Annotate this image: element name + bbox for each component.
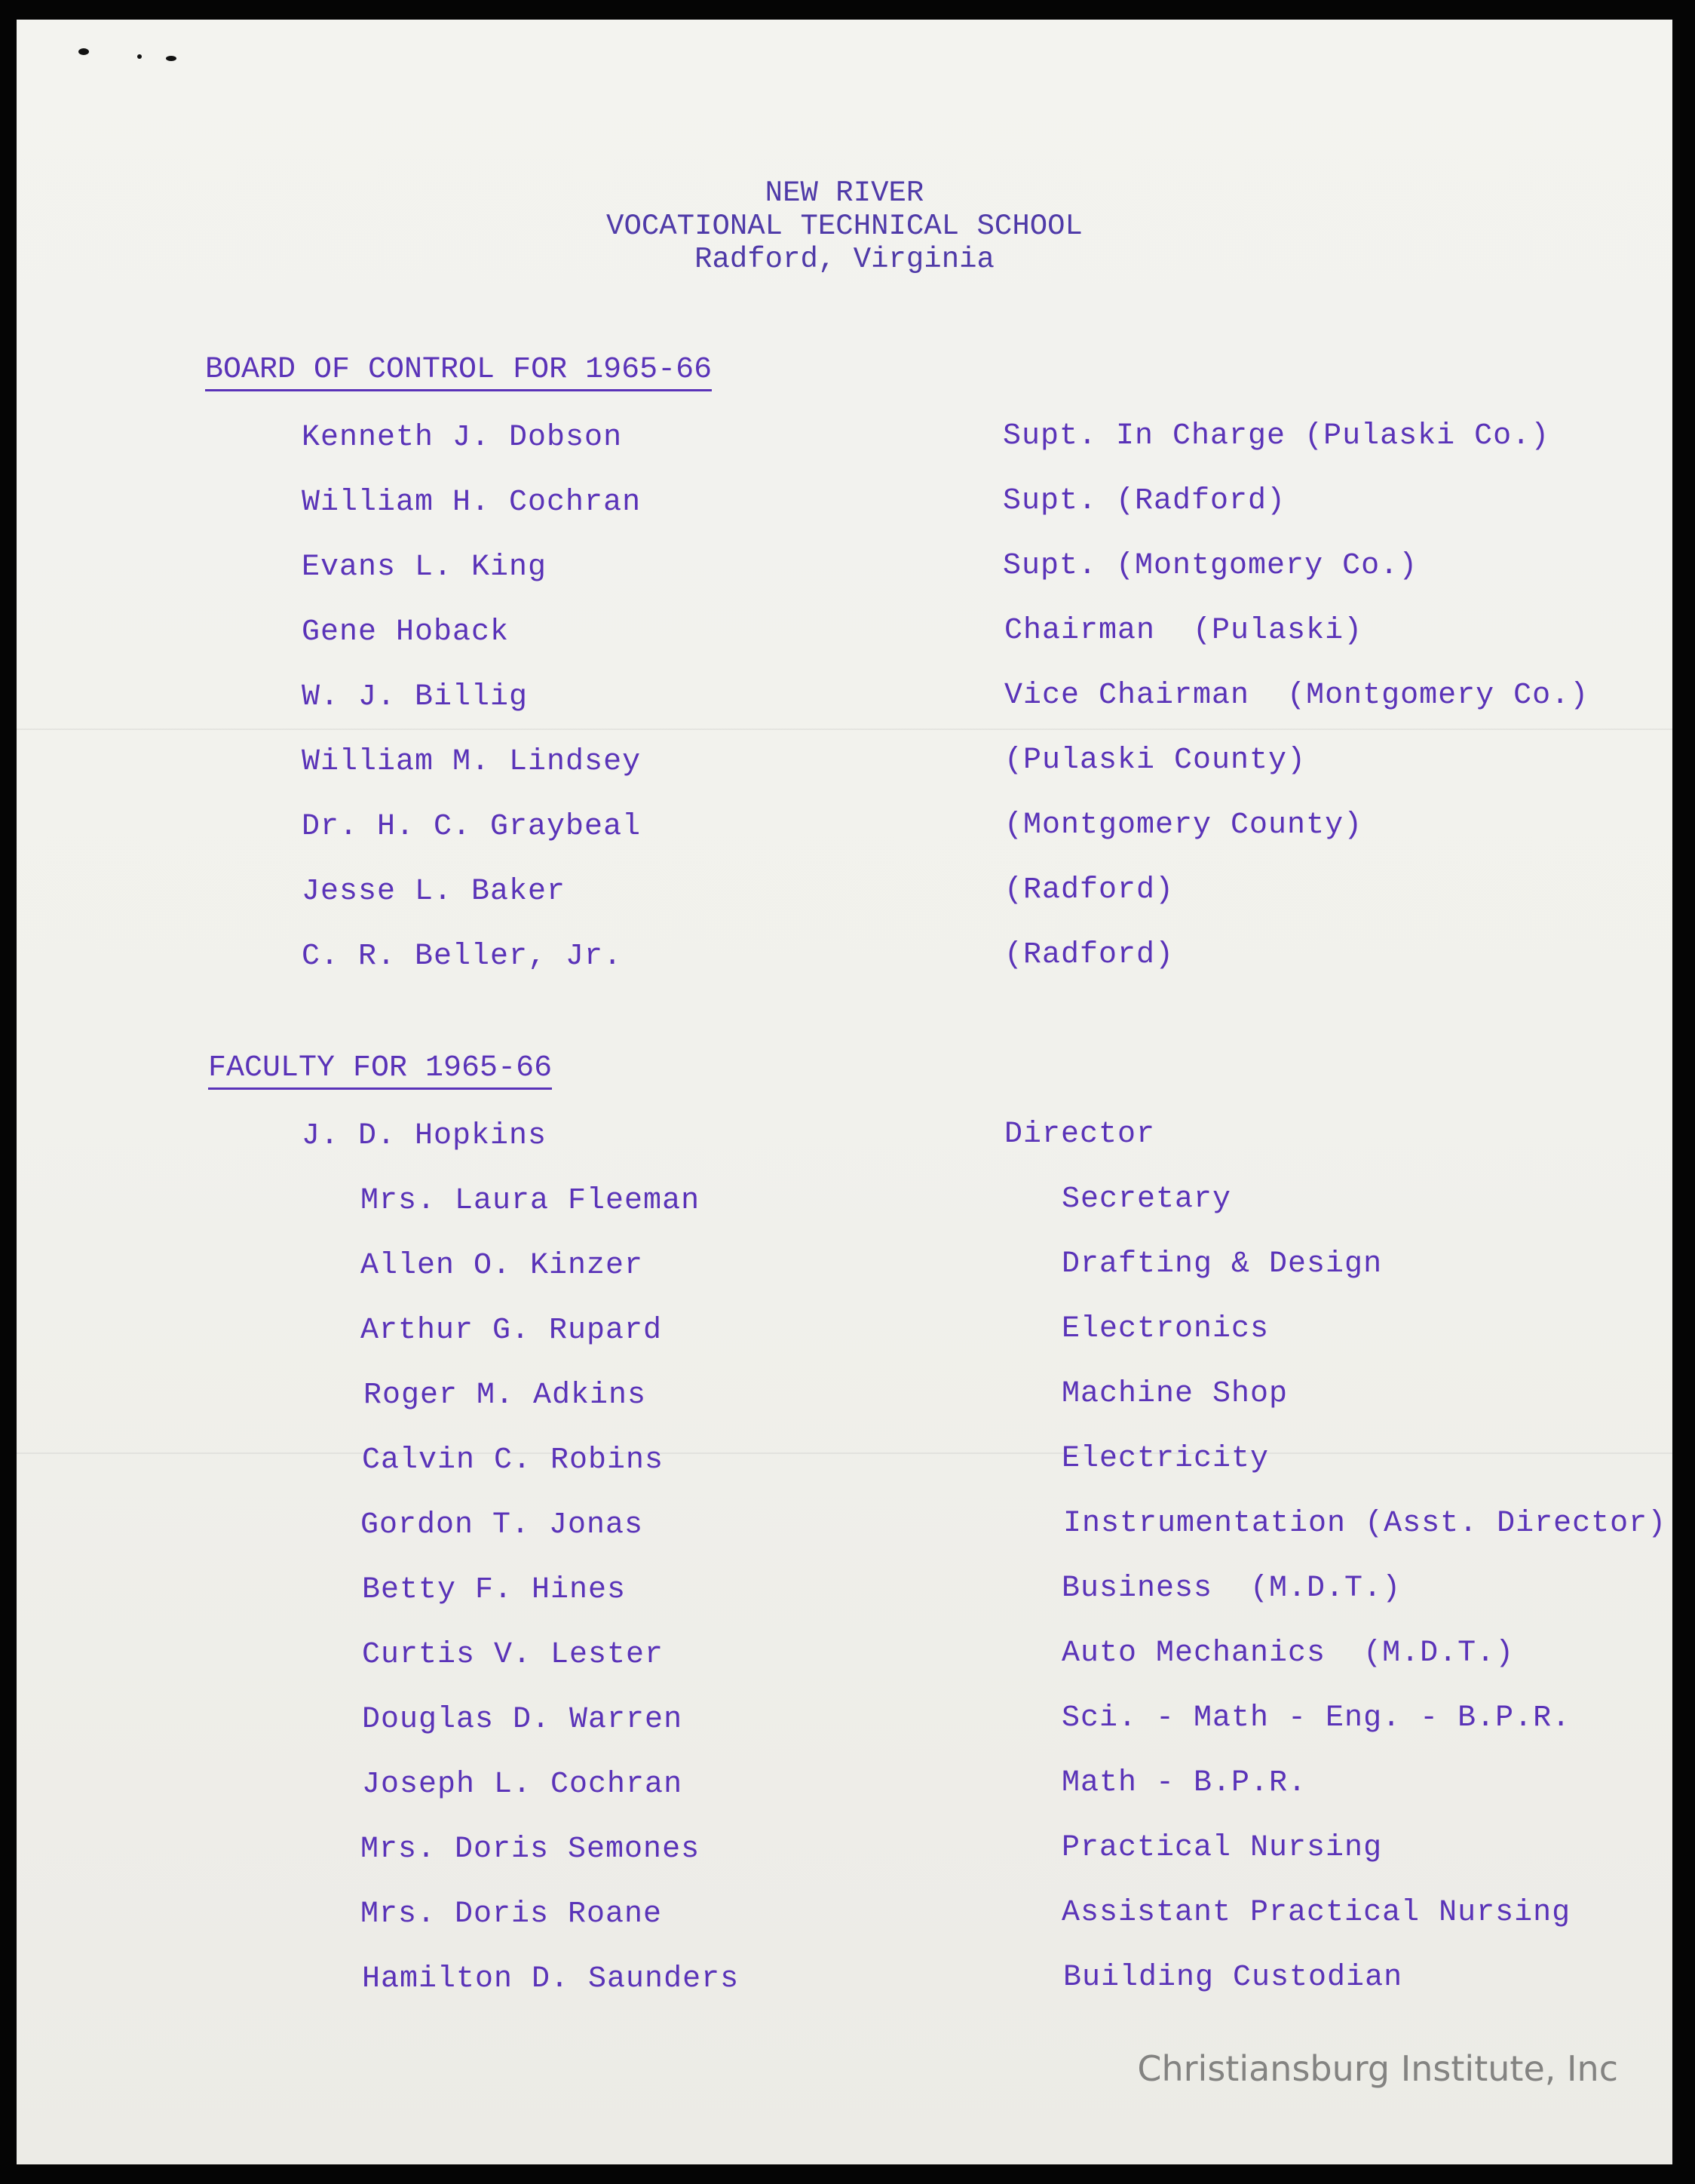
- board-member-name: W. J. Billig: [302, 680, 529, 714]
- board-member-name: Evans L. King: [302, 551, 547, 584]
- faculty-member-name: Calvin C. Robins: [362, 1443, 664, 1477]
- faculty-member-role: Assistant Practical Nursing: [1062, 1896, 1571, 1930]
- faculty-member-name: Mrs. Doris Semones: [360, 1833, 700, 1867]
- faculty-member-role: Machine Shop: [1062, 1377, 1289, 1411]
- board-member-role: Chairman (Pulaski): [1004, 614, 1363, 648]
- board-member-name: William H. Cochran: [302, 486, 642, 520]
- board-member-name: Jesse L. Baker: [302, 875, 566, 909]
- board-member-role: (Radford): [1004, 873, 1175, 907]
- faculty-member-name: Douglas D. Warren: [362, 1703, 683, 1737]
- faculty-member-name: Gordon T. Jonas: [360, 1508, 644, 1542]
- ink-speck: [78, 48, 89, 55]
- faculty-member-role: Electronics: [1062, 1312, 1270, 1346]
- faculty-member-name: Hamilton D. Saunders: [362, 1962, 740, 1996]
- board-member-name: C. R. Beller, Jr.: [302, 940, 623, 974]
- paper-fold-line: [17, 1452, 1672, 1454]
- faculty-member-name: Arthur G. Rupard: [360, 1314, 663, 1348]
- school-location: Radford, Virginia: [694, 243, 995, 276]
- faculty-member-role: Math - B.P.R.: [1062, 1766, 1307, 1800]
- faculty-member-role: Electricity: [1062, 1442, 1270, 1476]
- paper-fold-line: [17, 729, 1672, 730]
- faculty-member-role: Building Custodian: [1063, 1961, 1403, 1995]
- faculty-member-role: Instrumentation (Asst. Director): [1063, 1507, 1667, 1541]
- faculty-heading: FACULTY FOR 1965-66: [208, 1051, 552, 1090]
- document-page: [17, 20, 1672, 2164]
- board-heading: BOARD OF CONTROL FOR 1965-66: [205, 353, 712, 391]
- faculty-member-role: Director: [1004, 1118, 1156, 1152]
- board-member-role: Supt. (Radford): [1003, 484, 1286, 518]
- board-member-name: Kenneth J. Dobson: [302, 421, 623, 455]
- board-member-role: (Montgomery County): [1004, 808, 1363, 842]
- school-type: VOCATIONAL TECHNICAL SCHOOL: [606, 210, 1083, 243]
- board-member-name: Dr. H. C. Graybeal: [302, 810, 642, 844]
- board-member-role: (Pulaski County): [1004, 744, 1307, 778]
- watermark: Christiansburg Institute, Inc: [1137, 2048, 1618, 2089]
- faculty-member-name: Mrs. Doris Roane: [360, 1897, 663, 1931]
- faculty-member-name: Betty F. Hines: [362, 1573, 627, 1607]
- board-member-role: Supt. In Charge (Pulaski Co.): [1003, 419, 1550, 453]
- faculty-member-name: J. D. Hopkins: [302, 1119, 547, 1153]
- board-member-name: William M. Lindsey: [302, 745, 642, 779]
- faculty-member-name: Curtis V. Lester: [362, 1638, 664, 1672]
- board-member-role: Supt. (Montgomery Co.): [1003, 549, 1418, 583]
- faculty-member-name: Joseph L. Cochran: [362, 1768, 683, 1802]
- board-member-role: (Radford): [1004, 938, 1175, 972]
- ink-speck: [166, 56, 176, 61]
- faculty-member-name: Mrs. Laura Fleeman: [360, 1184, 700, 1218]
- board-member-role: Vice Chairman (Montgomery Co.): [1004, 679, 1589, 713]
- school-name: NEW RIVER: [765, 176, 924, 210]
- faculty-member-name: Allen O. Kinzer: [360, 1249, 644, 1283]
- faculty-member-role: Auto Mechanics (M.D.T.): [1062, 1636, 1515, 1670]
- faculty-member-role: Sci. - Math - Eng. - B.P.R.: [1062, 1701, 1571, 1735]
- faculty-member-role: Practical Nursing: [1062, 1831, 1383, 1865]
- board-member-name: Gene Hoback: [302, 615, 510, 649]
- ink-speck: [137, 54, 142, 59]
- faculty-member-role: Drafting & Design: [1062, 1247, 1383, 1281]
- faculty-member-name: Roger M. Adkins: [363, 1379, 647, 1413]
- faculty-member-role: Business (M.D.T.): [1062, 1572, 1402, 1606]
- faculty-member-role: Secretary: [1062, 1182, 1232, 1216]
